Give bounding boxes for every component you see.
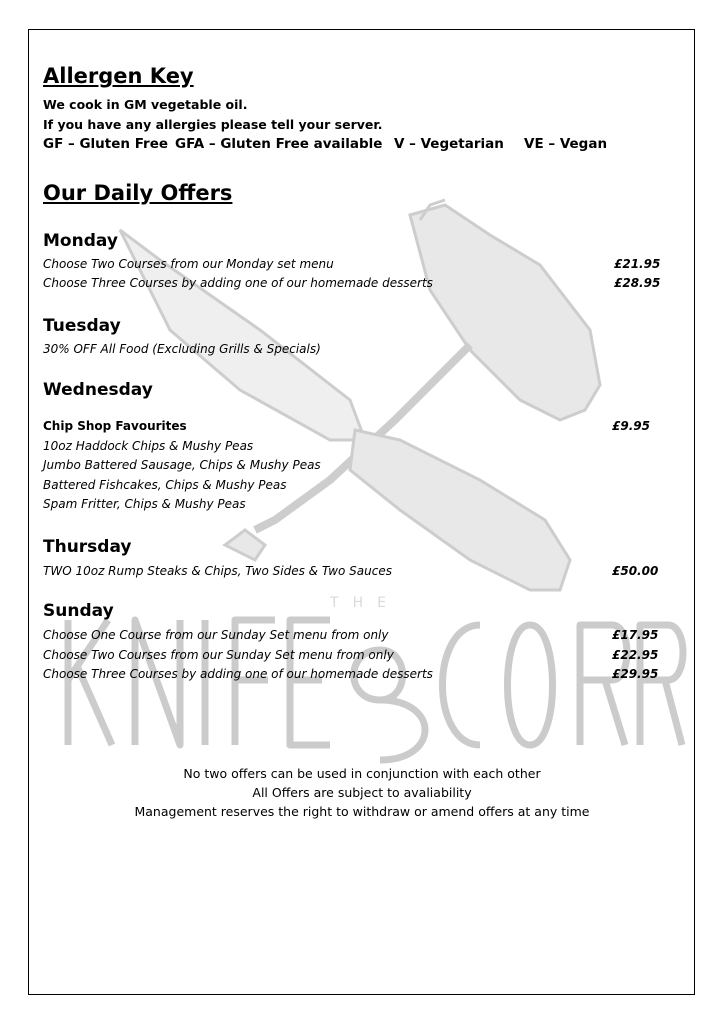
monday-price-1: £21.95 <box>614 257 661 271</box>
tuesday-offer-1: 30% OFF All Food (Excluding Grills & Specials) <box>43 342 321 356</box>
code-gf: GF – Gluten Free <box>43 136 169 152</box>
wednesday-heading: Wednesday <box>43 380 153 400</box>
monday-offer-2: Choose Three Courses by adding one of our homemade desserts <box>43 276 433 290</box>
sunday-heading: Sunday <box>43 601 114 621</box>
wednesday-item-2: Jumbo Battered Sausage, Chips & Mushy Peas <box>43 458 321 472</box>
oil-note: We cook in GM vegetable oil. <box>43 97 248 112</box>
allergen-key-title: Allergen Key <box>43 64 194 88</box>
footer-note-2: All Offers are subject to avaliability <box>252 785 472 800</box>
wednesday-item-1: 10oz Haddock Chips & Mushy Peas <box>43 439 254 453</box>
code-v: V – Vegetarian <box>394 136 504 152</box>
sunday-price-1: £17.95 <box>612 628 659 642</box>
sunday-price-3: £29.95 <box>612 667 659 681</box>
daily-offers-title: Our Daily Offers <box>43 181 233 205</box>
code-ve: VE – Vegan <box>524 136 608 152</box>
monday-offer-1: Choose Two Courses from our Monday set menu <box>43 257 334 271</box>
monday-price-2: £28.95 <box>614 276 661 290</box>
watermark-small-text: THE <box>330 595 400 611</box>
thursday-price-1: £50.00 <box>612 564 659 578</box>
chip-shop-heading: Chip Shop Favourites <box>43 419 187 433</box>
footer-note-1: No two offers can be used in conjunction with each other <box>183 766 541 781</box>
sunday-price-2: £22.95 <box>612 648 659 662</box>
chip-shop-price: £9.95 <box>612 419 650 433</box>
sunday-offer-3: Choose Three Courses by adding one of our homemade desserts <box>43 667 433 681</box>
tuesday-heading: Tuesday <box>43 316 121 336</box>
thursday-heading: Thursday <box>43 537 132 557</box>
page-border <box>28 29 695 995</box>
wednesday-item-3: Battered Fishcakes, Chips & Mushy Peas <box>43 478 287 492</box>
sunday-offer-1: Choose One Course from our Sunday Set menu from only <box>43 628 389 642</box>
monday-heading: Monday <box>43 231 118 251</box>
wednesday-item-4: Spam Fritter, Chips & Mushy Peas <box>43 497 246 511</box>
sunday-offer-2: Choose Two Courses from our Sunday Set menu from only <box>43 648 394 662</box>
code-gfa: GFA – Gluten Free available <box>175 136 383 152</box>
allergy-note: If you have any allergies please tell your server. <box>43 117 383 132</box>
thursday-offer-1: TWO 10oz Rump Steaks & Chips, Two Sides & Two Sauces <box>43 564 392 578</box>
footer-note-3: Management reserves the right to withdraw or amend offers at any time <box>134 804 590 819</box>
